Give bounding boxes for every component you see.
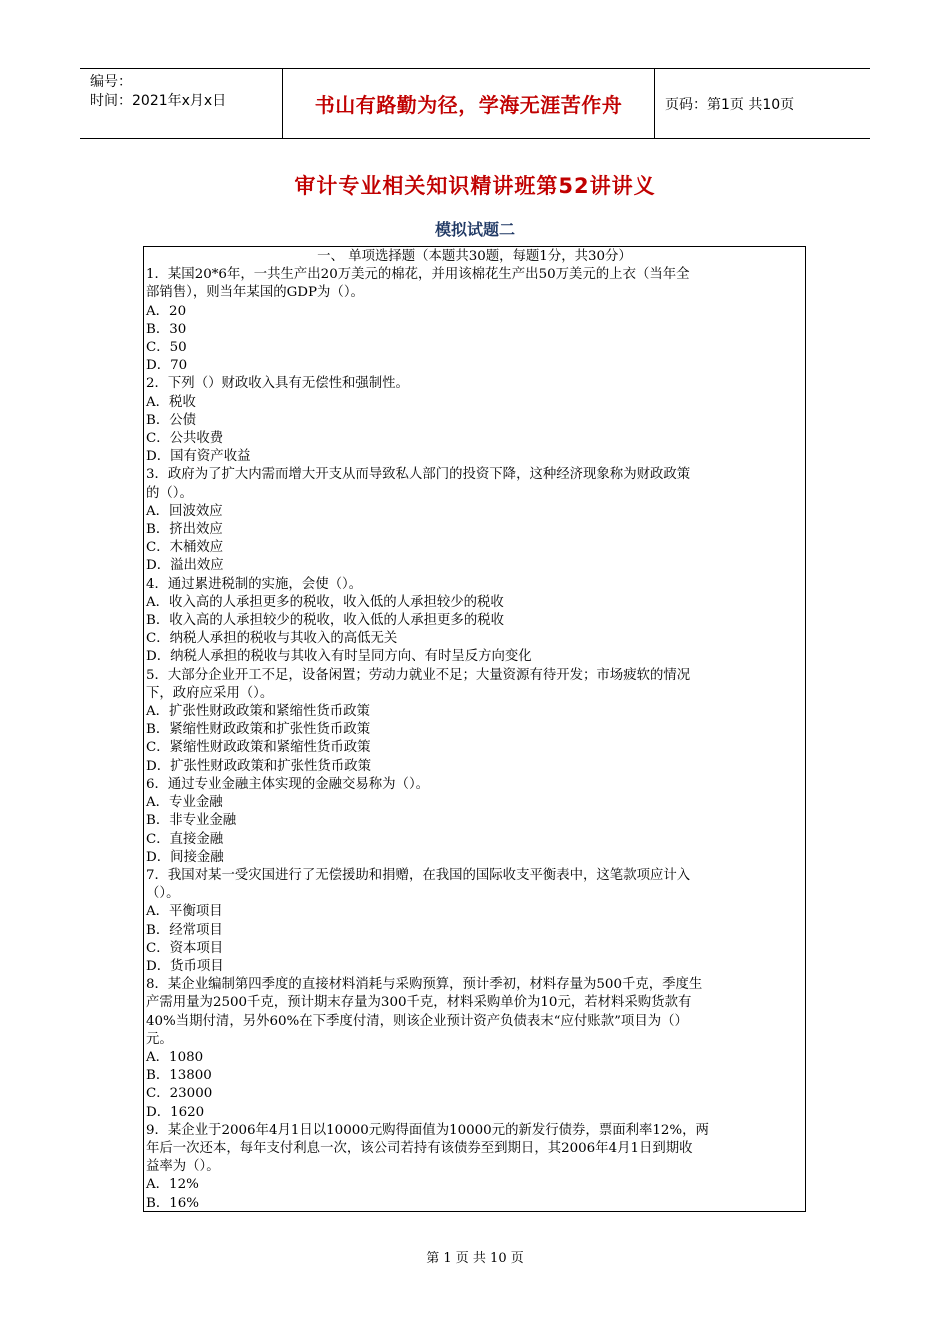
- question-line: 3．政府为了扩大内需而增大开支从而导致私人部门的投资下降，这种经济现象称为财政政策: [146, 467, 691, 483]
- question-line: 的（）。: [146, 485, 193, 501]
- question-line: 5．大部分企业开工不足，设备闲置；劳动力就业不足；大量资源有待开发；市场疲软的情况: [146, 667, 691, 683]
- document-header: [80, 68, 870, 139]
- question-line: C．紧缩性财政政策和紧缩性货币政策: [146, 740, 371, 756]
- question-line: B．30: [146, 321, 187, 337]
- question-line: D．纳税人承担的税收与其收入有时呈同方向、有时呈反方向变化: [146, 649, 532, 665]
- header-motto: 书山有路勤为径，学海无涯苦作舟: [282, 69, 655, 138]
- question-line: A．收入高的人承担更多的税收，收入低的人承担较少的税收: [146, 594, 504, 610]
- question-line: A．回波效应: [146, 503, 223, 519]
- question-line: C．纳税人承担的税收与其收入的高低无关: [146, 631, 398, 647]
- question-line: 9．某企业于2006年4月1日以10000元购得面值为10000元的新发行债券，票面利率12%，两: [146, 1122, 709, 1138]
- question-line: D．国有资产收益: [146, 449, 251, 465]
- question-line: C．23000: [146, 1086, 213, 1102]
- question-line: A．20: [146, 303, 187, 319]
- question-line: D．70: [146, 358, 188, 374]
- question-line: （）。: [146, 886, 180, 902]
- question-line: B．经常项目: [146, 922, 223, 938]
- question-line: C．直接金融: [146, 831, 224, 847]
- number-label: 编号：: [90, 74, 132, 90]
- question-line: C．公共收费: [146, 431, 224, 447]
- question-line: B．收入高的人承担较少的税收，收入低的人承担更多的税收: [146, 613, 504, 629]
- question-line: A．12%: [146, 1177, 199, 1193]
- header-meta: [80, 69, 282, 138]
- section-heading: 一、 单项选择题（本题共30题，每题1分，共30分）: [317, 249, 632, 264]
- question-line: B．16%: [146, 1195, 199, 1211]
- question-line: 益率为（）。: [146, 1159, 220, 1175]
- question-line: 6．通过专业金融主体实现的金融交易称为（）。: [146, 776, 430, 792]
- question-lines: [146, 266, 803, 1212]
- question-line: 2．下列（）财政收入具有无偿性和强制性。: [146, 376, 409, 392]
- question-line: C．50: [146, 340, 187, 356]
- question-line: 元。: [146, 1031, 173, 1047]
- question-line: 年后一次还本，每年支付利息一次，该公司若持有该债券至到期日，其2006年4月1日到期收: [146, 1140, 693, 1156]
- question-line: B．13800: [146, 1068, 212, 1084]
- question-box: [143, 246, 806, 1212]
- question-line: B．非专业金融: [146, 813, 237, 829]
- time-label: 时间：2021年x月x日: [90, 93, 227, 109]
- question-line: 部销售），则当年某国的GDP为（）。: [146, 285, 364, 301]
- header-page-info: 页码：第1页 共10页: [665, 96, 795, 113]
- question-line: B．挤出效应: [146, 522, 223, 538]
- question-line: D．溢出效应: [146, 558, 224, 574]
- question-line: A．专业金融: [146, 795, 223, 811]
- document-subtitle: 模拟试题二: [434, 220, 515, 239]
- question-line: B．紧缩性财政政策和扩张性货币政策: [146, 722, 371, 738]
- question-line: C．资本项目: [146, 940, 224, 956]
- question-line: 4．通过累进税制的实施，会使（）。: [146, 576, 363, 592]
- question-line: 40%当期付清，另外60%在下季度付清，则该企业预计资产负债表末“应付账款”项目为（）: [146, 1013, 688, 1029]
- question-line: D．扩张性财政政策和扩张性货币政策: [146, 758, 371, 774]
- question-line: B．公债: [146, 412, 197, 428]
- page-footer: 第 1 页 共 10 页: [426, 1251, 524, 1266]
- question-line: D．货币项目: [146, 958, 224, 974]
- question-line: D．1620: [146, 1104, 205, 1120]
- question-line: A．平衡项目: [146, 904, 223, 920]
- question-line: 8．某企业编制第四季度的直接材料消耗与采购预算，预计季初，材料存量为500千克，季度生: [146, 977, 703, 993]
- question-line: A．扩张性财政政策和紧缩性货币政策: [146, 704, 370, 720]
- question-line: A．1080: [146, 1049, 204, 1065]
- question-line: D．间接金融: [146, 849, 224, 865]
- question-line: 下，政府应采用（）。: [146, 685, 274, 701]
- document-title: 审计专业相关知识精讲班第52讲讲义: [294, 174, 656, 198]
- question-line: A．税收: [146, 394, 196, 410]
- question-line: 1．某国20*6年，一共生产出20万美元的棉花，并用该棉花生产出50万美元的上衣（当年全: [146, 267, 690, 283]
- question-line: 产需用量为2500千克，预计期末存量为300千克，材料采购单价为10元，若材料采购货款有: [146, 995, 692, 1011]
- question-line: C．木桶效应: [146, 540, 224, 556]
- question-line: 7．我国对某一受灾国进行了无偿援助和捐赠，在我国的国际收支平衡表中，这笔款项应计入: [146, 867, 691, 883]
